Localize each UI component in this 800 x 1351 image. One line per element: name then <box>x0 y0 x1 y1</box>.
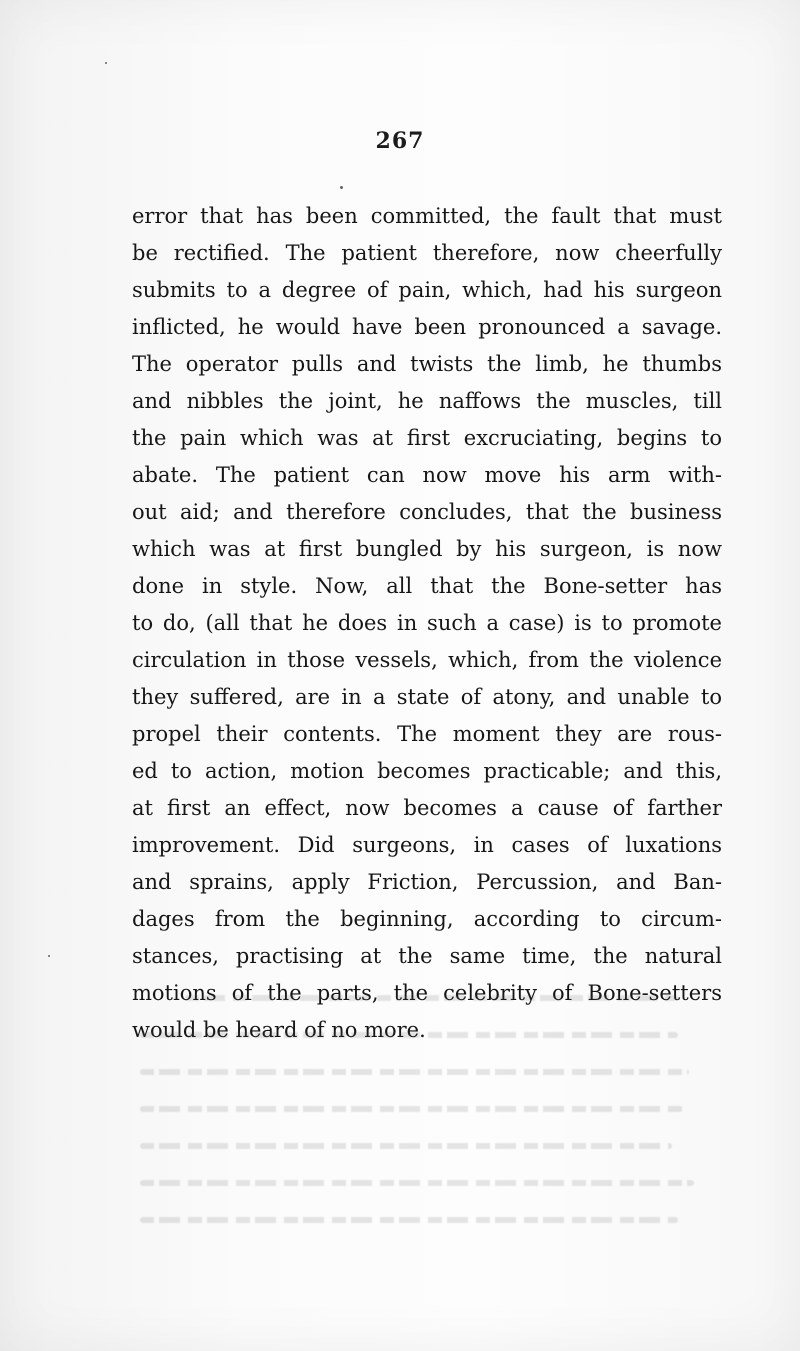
text-line: and nibbles the joint, he naffows the muscles, till <box>132 389 722 413</box>
text-line: abate. The patient can now move his arm with- <box>132 463 722 487</box>
text-line: dages from the beginning, according to circum- <box>132 907 722 931</box>
text-line: at first an effect, now becomes a cause of farther <box>132 796 722 820</box>
text-line: be rectified. The patient therefore, now cheerfully <box>132 241 722 265</box>
text-line: out aid; and therefore concludes, that the business <box>132 500 722 524</box>
text-line: which was at first bungled by his surgeon, is now <box>132 537 722 561</box>
text-line: stances, practising at the same time, the natural <box>132 944 722 968</box>
text-line: The operator pulls and twists the limb, he thumbs <box>132 352 722 376</box>
text-line: the pain which was at first excruciating, begins to <box>132 426 722 450</box>
text-line: motions of the parts, the celebrity of Bone-setters <box>132 981 722 1005</box>
paper-speck <box>105 62 107 64</box>
text-line: they suffered, are in a state of atony, and unable to <box>132 685 722 709</box>
paper-speck <box>48 955 50 957</box>
text-line: inflicted, he would have been pronounced a savage. <box>132 315 722 339</box>
text-line: propel their contents. The moment they are rous- <box>132 722 722 746</box>
text-line: circulation in those vessels, which, from the violence <box>132 648 722 672</box>
text-line: to do, (all that he does in such a case) is to promote <box>132 611 722 635</box>
bleed-through-text <box>140 995 700 1245</box>
paper-speck <box>340 186 343 189</box>
text-line: done in style. Now, all that the Bone-setter has <box>132 574 722 598</box>
text-line: ed to action, motion becomes practicable; and this, <box>132 759 722 783</box>
text-line: error that has been committed, the fault that must <box>132 204 722 228</box>
text-line: improvement. Did surgeons, in cases of luxations <box>132 833 722 857</box>
page-number: 267 <box>375 128 425 154</box>
text-line: would be heard of no more. <box>132 1018 426 1042</box>
text-line: and sprains, apply Friction, Percussion, and Ban- <box>132 870 722 894</box>
body-text <box>132 198 722 1049</box>
text-line: submits to a degree of pain, which, had his surgeon <box>132 278 722 302</box>
